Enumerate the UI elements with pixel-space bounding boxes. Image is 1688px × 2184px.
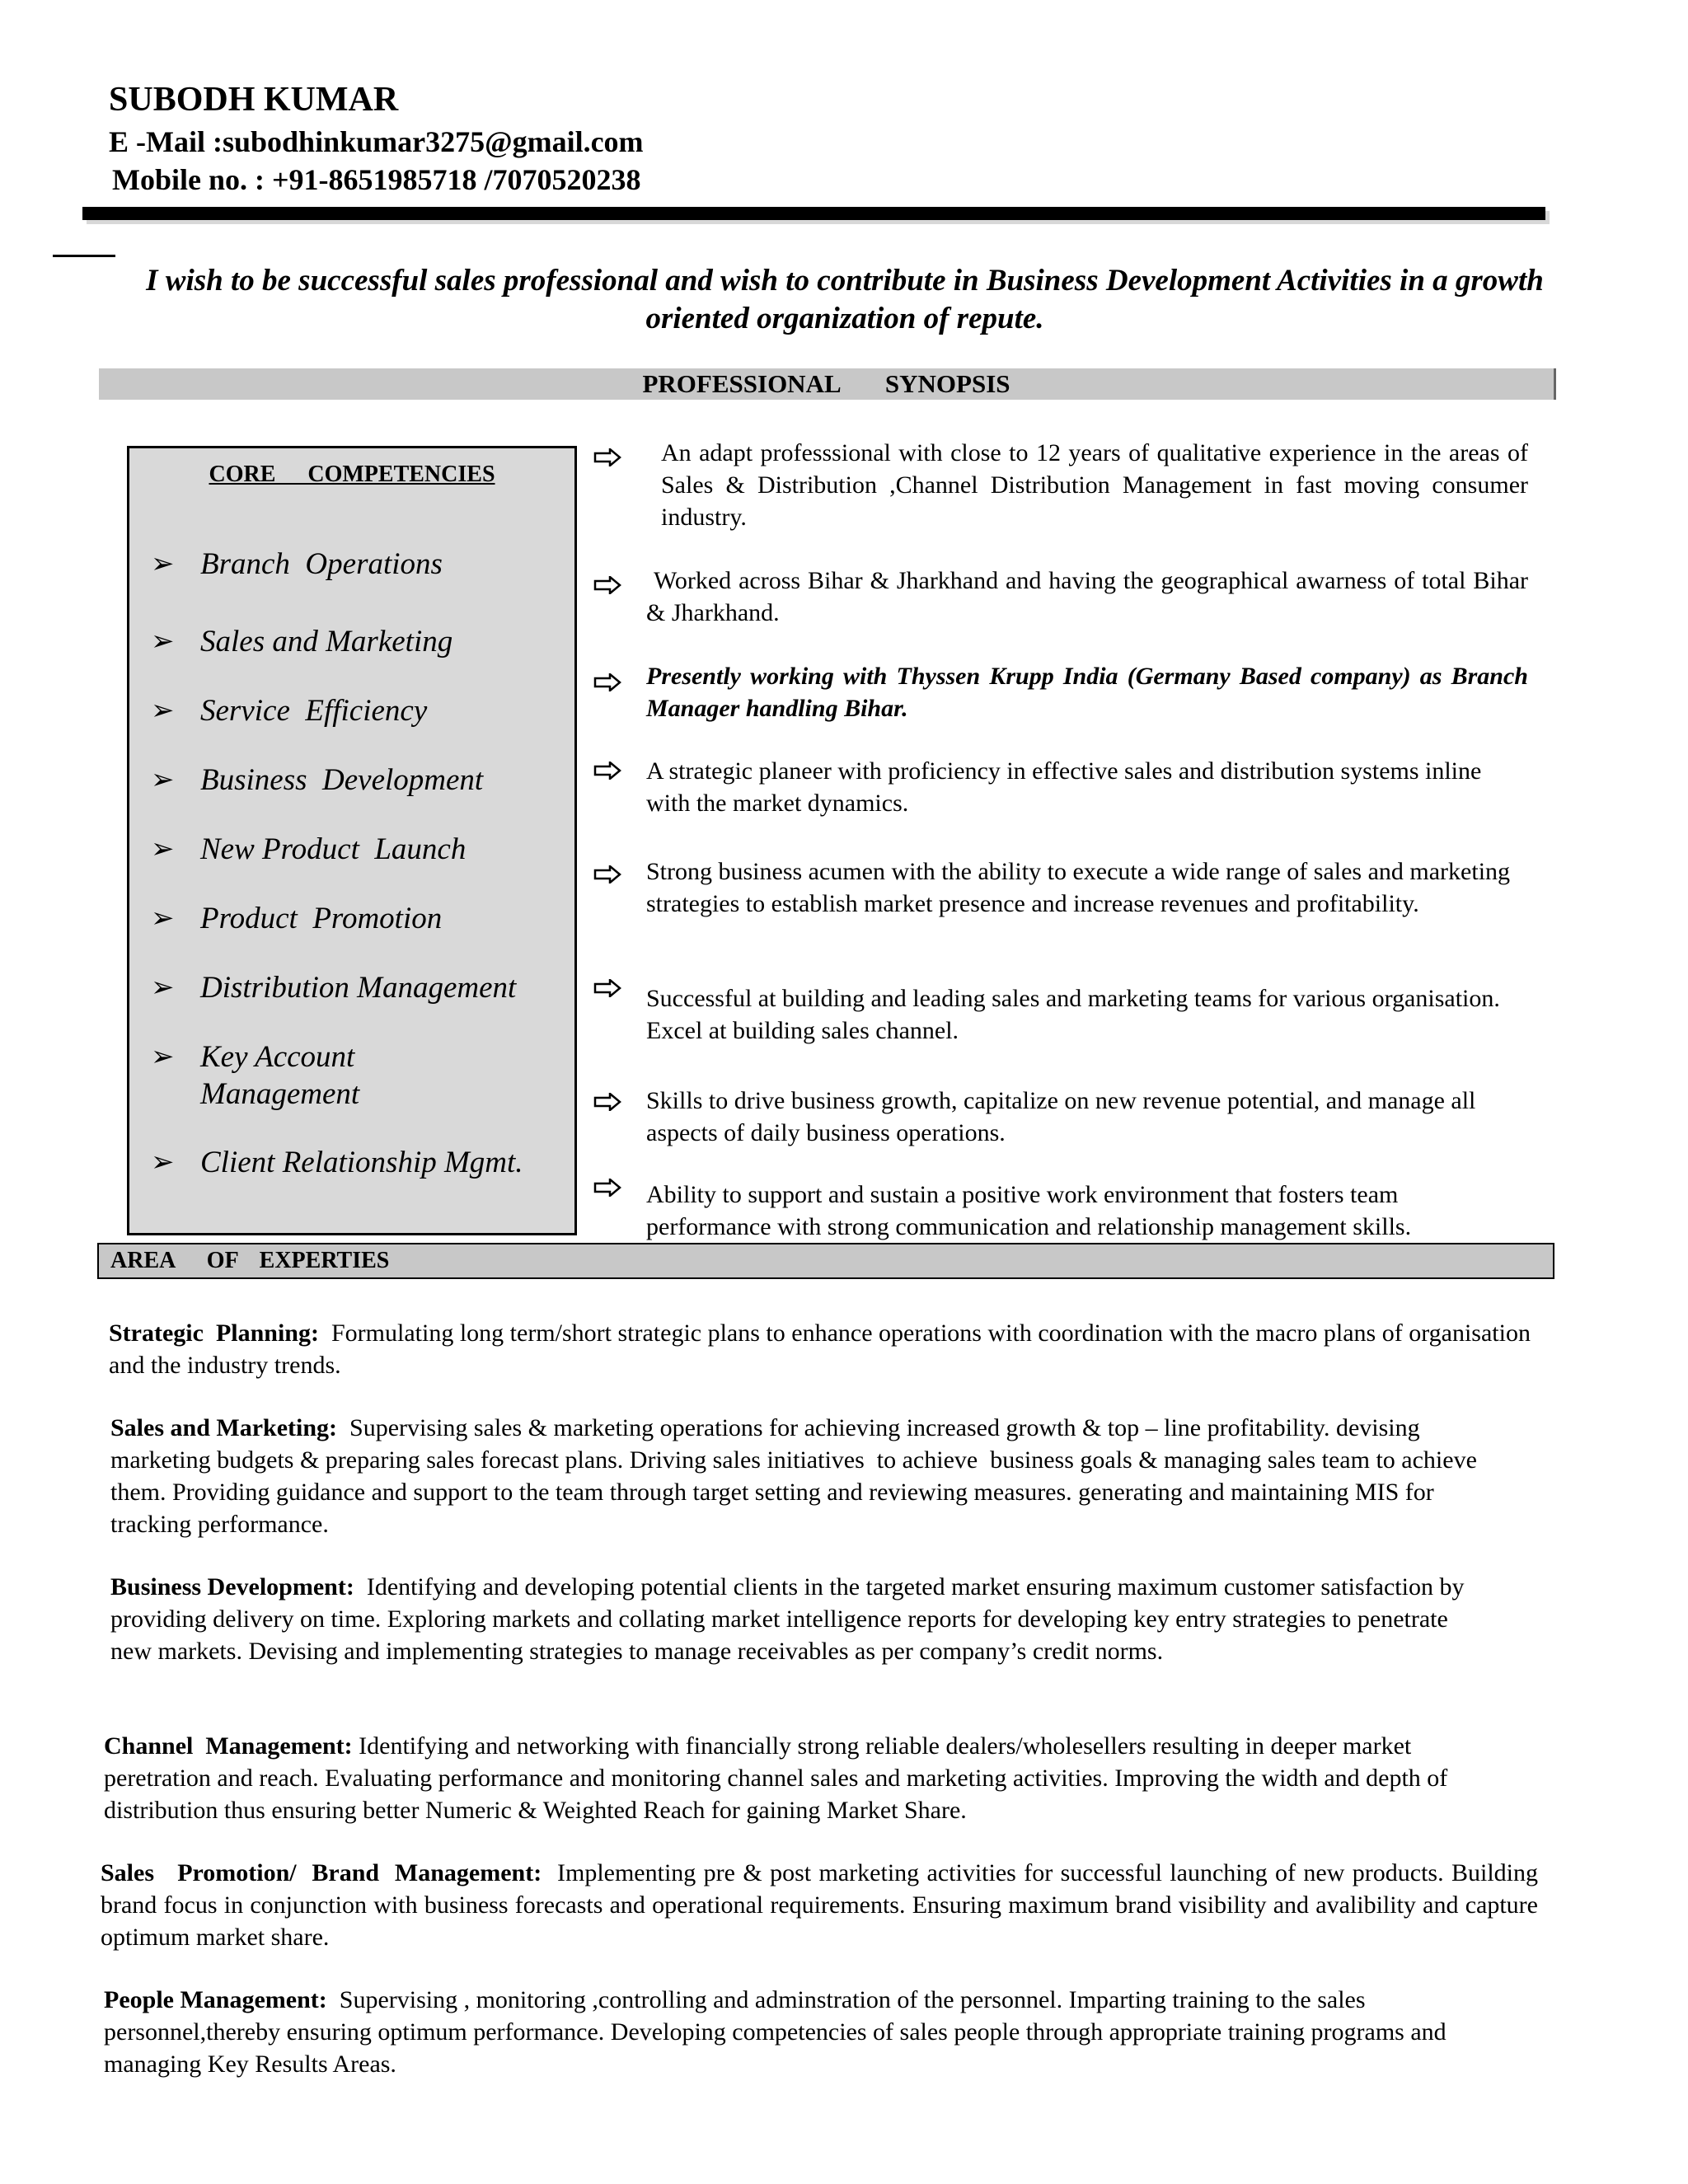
expertise-item: Sales Promotion/ Brand Management: Implementing pre & post marketing activities for successful launching of new products. Building brand focus in conjunction with business forecasts and operational requirements. Ensuring maximum brand visibility and avalibility and capture optimum market share. bbox=[101, 1859, 1545, 1951]
hollow-arrow-icon bbox=[593, 865, 621, 883]
hollow-arrow-icon bbox=[593, 762, 621, 780]
bullet-arrow-icon: ➢ bbox=[151, 626, 175, 657]
hollow-arrow-icon bbox=[593, 1093, 621, 1111]
hollow-arrow-icon bbox=[593, 448, 621, 466]
hollow-arrow-icon bbox=[593, 979, 621, 997]
expertise-label: Business Development: bbox=[110, 1573, 354, 1601]
expertise-label: Sales Promotion/ Brand Management: bbox=[101, 1859, 542, 1886]
bullet-arrow-icon: ➢ bbox=[151, 549, 175, 579]
hollow-arrow-icon bbox=[593, 673, 621, 691]
hollow-arrow-icon bbox=[593, 576, 621, 594]
section-header-synopsis: PROFESSIONAL SYNOPSIS bbox=[99, 368, 1556, 400]
bullet-arrow-icon: ➢ bbox=[151, 1042, 175, 1072]
email-line: E -Mail :subodhinkumar3275@gmail.com bbox=[109, 125, 644, 158]
bullet-arrow-icon: ➢ bbox=[151, 696, 175, 726]
core-competencies-title: CORE COMPETENCIES bbox=[209, 462, 495, 487]
expertise-item: Channel Management: Identifying and networking with financially strong reliable dealers/wholesellers resulting in deeper market peretration and reach. Evaluating performance and monitoring channel sales and marketing activities. Improving the width and depth of distribution thus ensuring better Numeric & Weighted Reach for gaining Market Share. bbox=[104, 1732, 1454, 1824]
expertise-label: Sales and Marketing: bbox=[110, 1414, 338, 1441]
short-divider bbox=[53, 255, 115, 257]
bullet-arrow-icon: ➢ bbox=[151, 765, 175, 795]
core-competencies-box: CORE COMPETENCIES ➢ Branch Operations ➢ Sales and Marketing ➢ Service Efficiency ➢ Business Development ➢ New Product Launch ➢ Product Promotion ➢ Distribution Management ➢ Key Account Management ➢ Client Relationship Mgmt. bbox=[127, 446, 577, 1235]
candidate-name: SUBODH KUMAR bbox=[109, 81, 399, 119]
header-rule bbox=[82, 207, 1545, 220]
section-header-expertise: AREA OF EXPERTIES bbox=[97, 1243, 1554, 1279]
bullet-arrow-icon: ➢ bbox=[151, 1147, 175, 1178]
expertise-label: Channel Management: bbox=[104, 1732, 353, 1760]
expertise-label: People Management: bbox=[104, 1986, 327, 2013]
expertise-item: People Management: Supervising , monitoring ,controlling and adminstration of the personnel. Imparting training to the sales personnel,thereby ensuring optimum performance. Developing competencies of sales people through appropriate training programs and managing Key Results Areas. bbox=[104, 1986, 1453, 2078]
expertise-item: Sales and Marketing: Supervising sales & marketing operations for achieving increased growth & top – line profitability. devising marketing budgets & preparing sales forecast plans. Driving sales initiatives to achieve business goals & managing sales team to achieve them. Providing guidance and support to the team through target setting and reviewing measures. generating and maintaining MIS for tracking performance. bbox=[110, 1414, 1484, 1538]
hollow-arrow-icon bbox=[593, 1179, 621, 1197]
career-objective: I wish to be successful sales professional and wish to contribute in Business Development Activities in a growth oriented organization of repute. bbox=[146, 264, 1544, 335]
expertise-item: Business Development: Identifying and developing potential clients in the targeted market ensuring maximum customer satisfaction by providing delivery on time. Exploring markets and collating market intelligence reports for developing key entry strategies to penetrate new markets. Devising and implementing strategies to manage receivables as per company’s credit norms. bbox=[110, 1573, 1470, 1665]
expertise-item: Strategic Planning: Formulating long term/short strategic plans to enhance operations with coordination with the macro plans of organisation and the industry trends. bbox=[109, 1319, 1537, 1379]
bullet-arrow-icon: ➢ bbox=[151, 972, 175, 1003]
mobile-line: Mobile no. : +91-8651985718 /7070520238 bbox=[112, 163, 641, 196]
bullet-arrow-icon: ➢ bbox=[151, 834, 175, 865]
expertise-label: Strategic Planning: bbox=[109, 1319, 319, 1347]
bullet-arrow-icon: ➢ bbox=[151, 903, 175, 934]
